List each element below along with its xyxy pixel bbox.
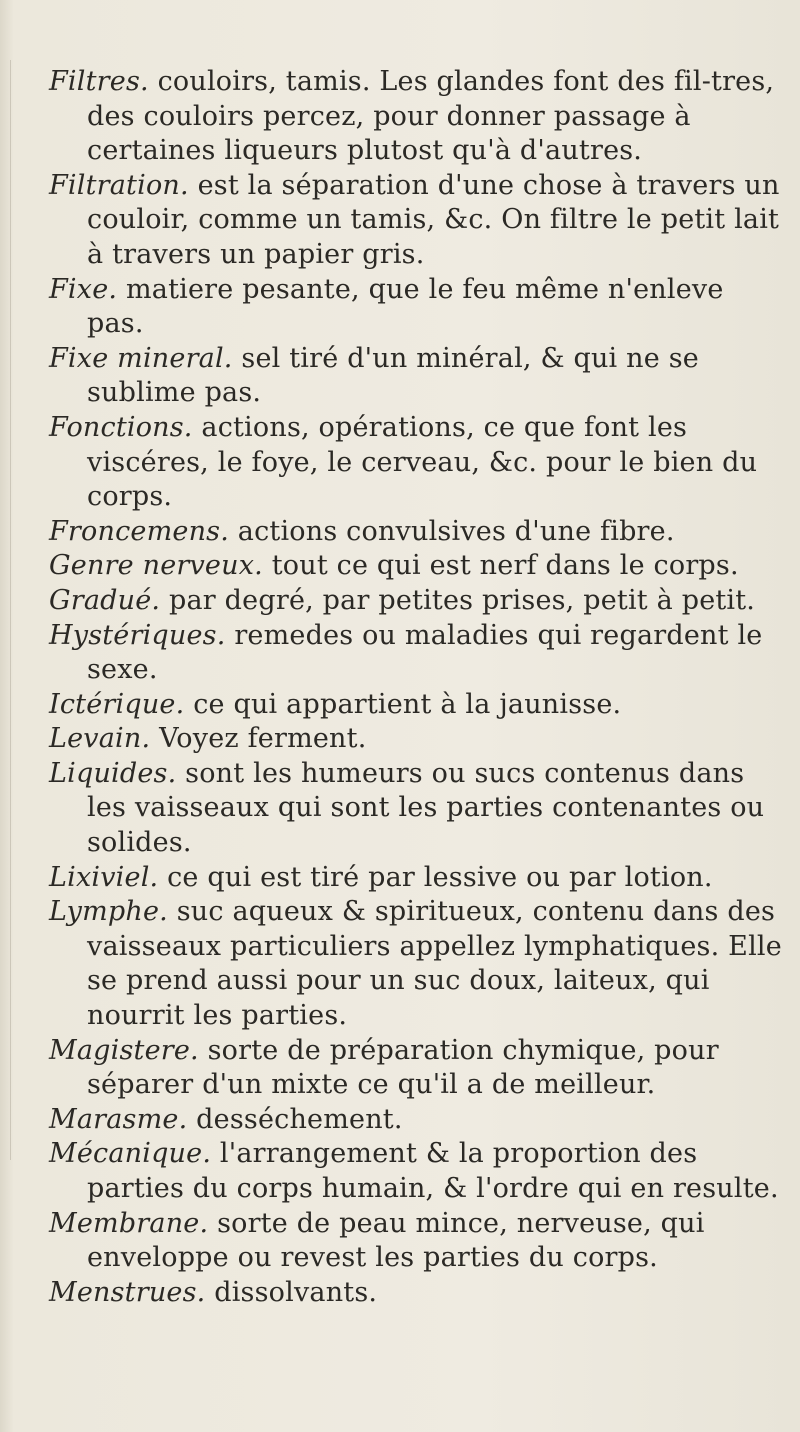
- entry-definition: est la séparation d'une chose à travers un couloir, comme un tamis, &c. On filtre le petit lait à travers un papier gris.: [87, 169, 780, 270]
- glossary-entry: [14, 757, 784, 861]
- glossary-entry: [14, 688, 784, 723]
- entry-definition: ce qui appartient à la jaunisse.: [193, 688, 622, 720]
- entry-definition: sel tiré d'un minéral, & qui ne se sublime pas.: [87, 342, 699, 409]
- entry-term: Mécanique.: [49, 1138, 212, 1170]
- entry-term: Lymphe.: [49, 896, 168, 928]
- entry-term: Hystériques.: [49, 619, 226, 651]
- entry-term: Fixe mineral.: [49, 342, 233, 374]
- entry-term: Liquides.: [49, 757, 177, 789]
- glossary-entry: [14, 169, 784, 273]
- entry-term: Filtres.: [49, 66, 149, 97]
- glossary-entry: [14, 273, 784, 342]
- entry-definition: suc aqueux & spiritueux, contenu dans des vaisseaux particuliers appellez lymphatiques. Elle se prend aussi pour un suc doux, laiteux, qui nourrit les parties.: [87, 896, 782, 1032]
- glossary-entry: [14, 722, 784, 757]
- entry-term: Fixe.: [49, 273, 118, 305]
- entry-definition: sorte de préparation chymique, pour séparer d'un mixte ce qu'il a de meilleur.: [87, 1034, 719, 1101]
- entry-term: Ictérique.: [49, 688, 185, 720]
- entry-term: Gradué.: [49, 584, 161, 616]
- glossary-text: [14, 65, 784, 1310]
- glossary-entry: [14, 549, 784, 584]
- glossary-entry: [14, 1137, 784, 1206]
- glossary-entry: [14, 1207, 784, 1276]
- glossary-entry: [14, 1034, 784, 1103]
- entry-term: Filtration.: [49, 169, 189, 201]
- entry-definition: l'arrangement & la proportion des parties du corps humain, & l'ordre qui en resulte.: [87, 1138, 779, 1204]
- entry-definition: sont les humeurs ou sucs contenus dans les vaisseaux qui sont les parties contenantes ou solides.: [87, 757, 765, 859]
- entry-definition: sorte de peau mince, nerveuse, qui enveloppe ou revest les parties du corps.: [87, 1207, 705, 1274]
- entry-term: Genre nerveux.: [49, 550, 263, 582]
- entry-definition: actions convulsives d'une fibre.: [237, 515, 675, 547]
- entry-definition: actions, opérations, ce que font les viscéres, le foye, le cerveau, &c. pour le bien du corps.: [87, 411, 758, 513]
- glossary-entry: [14, 515, 784, 550]
- entry-term: Magistere.: [49, 1034, 199, 1066]
- glossary-entry: [14, 584, 784, 619]
- entry-definition: ce qui est tiré par lessive ou par lotion.: [167, 861, 713, 893]
- entry-term: Menstrues.: [49, 1276, 206, 1308]
- glossary-entry: [14, 1276, 784, 1311]
- entry-term: Levain.: [49, 723, 151, 755]
- entry-definition: par degré, par petites prises, petit à petit.: [169, 584, 756, 616]
- entry-term: Membrane.: [49, 1207, 209, 1239]
- glossary-entry: [14, 65, 784, 169]
- entry-term: Froncemens.: [49, 515, 229, 547]
- glossary-entry: [14, 342, 784, 411]
- entry-definition: dissolvants.: [214, 1276, 378, 1308]
- page-edge: [10, 60, 11, 1160]
- entry-term: Marasme.: [49, 1103, 188, 1135]
- glossary-entry: [14, 1103, 784, 1138]
- glossary-entry: [14, 895, 784, 1033]
- entry-definition: Voyez ferment.: [159, 723, 367, 755]
- entry-term: Fonctions.: [49, 411, 193, 443]
- entry-definition: remedes ou maladies qui regardent le sexe.: [87, 619, 763, 686]
- glossary-entry: [14, 861, 784, 896]
- entry-definition: tout ce qui est nerf dans le corps.: [271, 550, 739, 582]
- glossary-entry: [14, 619, 784, 688]
- entry-definition: matiere pesante, que le feu même n'enleve pas.: [87, 273, 724, 340]
- entry-term: Lixiviel.: [49, 861, 159, 893]
- glossary-entry: [14, 411, 784, 515]
- entry-definition: desséchement.: [196, 1103, 403, 1135]
- entry-definition: couloirs, tamis. Les glandes font des fil-tres, des couloirs percez, pour donner passage à certaines liqueurs plutost qu'à d'autres.: [87, 66, 775, 167]
